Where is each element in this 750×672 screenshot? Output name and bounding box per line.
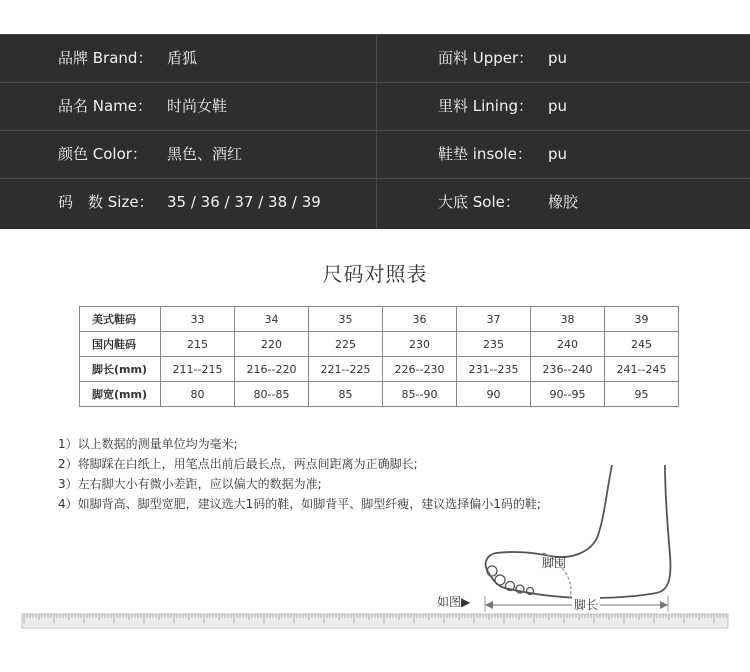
spec-value: pu (548, 97, 568, 115)
as-shown-label: 如图▶ (437, 595, 471, 609)
table-row (80, 357, 679, 382)
spec-value: 橡胶 (548, 193, 579, 211)
spec-value: 盾狐 (167, 49, 198, 67)
arrow-right-icon (660, 601, 668, 609)
spec-label: 面料 Upper： (438, 49, 534, 67)
note-item: 1）以上数据的测量单位均为毫米; (58, 437, 238, 451)
size-table (79, 306, 679, 407)
table-cell: 211--215 (161, 357, 235, 382)
table-cell: 33 (161, 307, 235, 332)
table-cell: 236--240 (531, 357, 605, 382)
spec-value: 时尚女鞋 (167, 97, 228, 115)
table-cell: 231--235 (457, 357, 531, 382)
table-cell: 245 (605, 332, 679, 357)
table-row (80, 332, 679, 357)
table-row (80, 307, 679, 332)
table-row (80, 382, 679, 407)
spec-label: 里料 Lining： (438, 97, 533, 115)
table-cell: 235 (457, 332, 531, 357)
toe-icon (487, 566, 497, 576)
table-cell: 85 (309, 382, 383, 407)
table-cell: 38 (531, 307, 605, 332)
spec-row-name (0, 82, 750, 130)
table-cell: 80 (161, 382, 235, 407)
spec-label: 码 数 Size： (58, 193, 154, 211)
table-cell: 90--95 (531, 382, 605, 407)
row-header: 美式鞋码 (80, 307, 161, 332)
table-cell: 37 (457, 307, 531, 332)
length-label: 脚长 (574, 598, 599, 612)
foot-measure-diagram (0, 455, 750, 672)
row-header: 脚宽(mm) (80, 382, 161, 407)
table-cell: 216--220 (235, 357, 309, 382)
table-cell: 215 (161, 332, 235, 357)
spec-label: 大底 Sole： (438, 193, 520, 211)
spec-row-brand (0, 34, 750, 82)
note-item: 4）如脚背高、脚型宽肥，建议选大1码的鞋，如脚背平、脚型纤瘦，建议选择偏小1码的鞋; (58, 497, 541, 511)
spec-value: pu (548, 145, 568, 163)
table-cell: 226--230 (383, 357, 457, 382)
table-cell: 221--225 (309, 357, 383, 382)
foot-outline-icon (486, 465, 671, 598)
table-cell: 35 (309, 307, 383, 332)
table-cell: 90 (457, 382, 531, 407)
table-cell: 220 (235, 332, 309, 357)
note-item: 3）左右脚大小有微小差距，应以偏大的数据为准; (58, 477, 322, 491)
product-spec-panel (0, 34, 750, 229)
table-cell: 39 (605, 307, 679, 332)
spec-row-color (0, 130, 750, 178)
spec-value: 35 / 36 / 37 / 38 / 39 (167, 193, 321, 211)
table-cell: 34 (235, 307, 309, 332)
table-cell: 85--90 (383, 382, 457, 407)
row-header: 国内鞋码 (80, 332, 161, 357)
table-cell: 95 (605, 382, 679, 407)
spec-label: 品牌 Brand： (58, 49, 153, 67)
table-cell: 241--245 (605, 357, 679, 382)
table-cell: 240 (531, 332, 605, 357)
toe-icon (495, 575, 505, 585)
table-cell: 36 (383, 307, 457, 332)
girth-label: 脚围 (542, 556, 567, 570)
note-item: 2）将脚踩在白纸上，用笔点出前后最长点，两点间距离为正确脚长; (58, 457, 418, 471)
table-cell: 225 (309, 332, 383, 357)
row-header: 脚长(mm) (80, 357, 161, 382)
spec-label: 品名 Name： (58, 97, 153, 115)
table-cell: 80--85 (235, 382, 309, 407)
size-chart-title: 尺码对照表 (322, 262, 428, 286)
spec-value: pu (548, 49, 568, 67)
table-cell: 230 (383, 332, 457, 357)
spec-value: 黑色、酒红 (167, 145, 243, 163)
spec-label: 颜色 Color： (58, 145, 147, 163)
arrow-left-icon (485, 601, 493, 609)
spec-row-size (0, 178, 750, 226)
spec-label: 鞋垫 insole： (438, 145, 532, 163)
